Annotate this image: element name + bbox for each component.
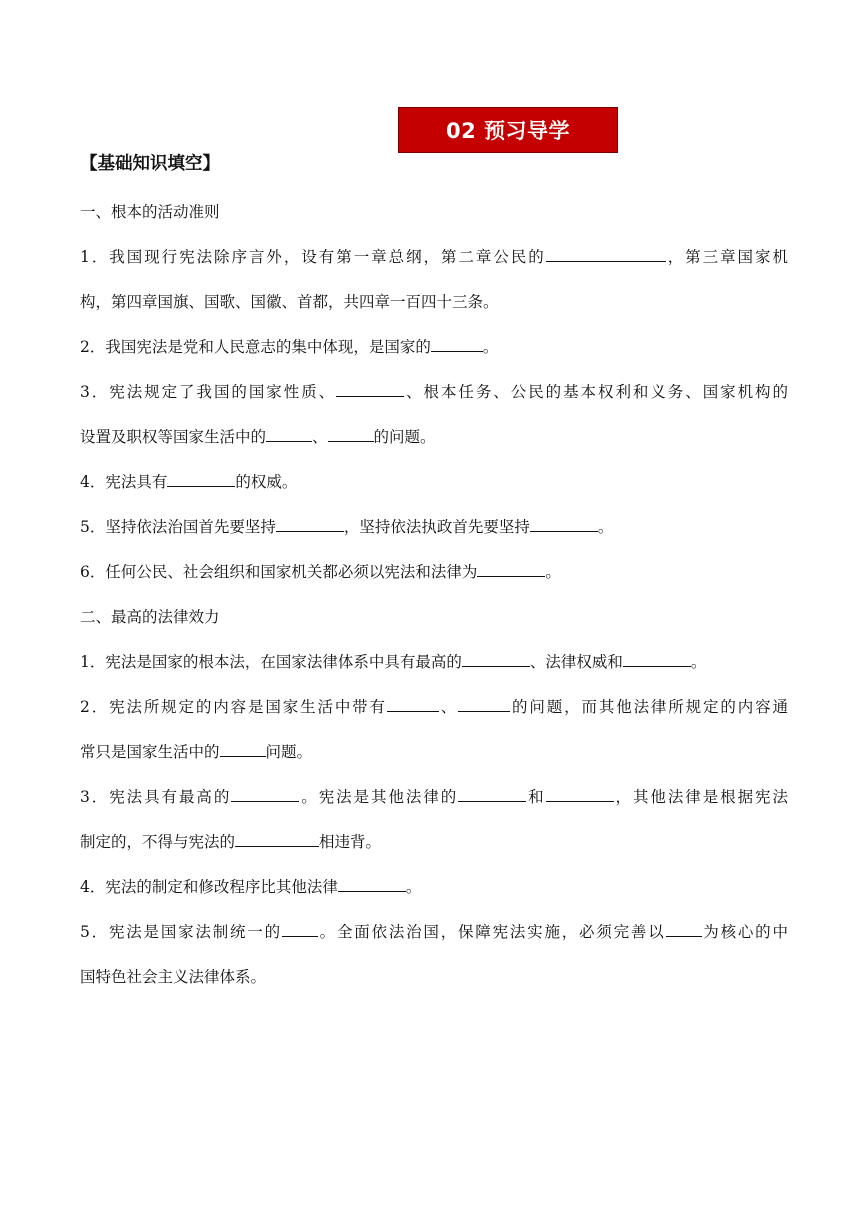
question-2-2: 2．宪法所规定的内容是国家生活中带有 、 的问题，而其他法律所规定的内容通 <box>80 698 788 716</box>
question-2-1: 1．宪法是国家的根本法，在国家法律体系中具有最高的 、法律权威和 。 <box>80 653 707 671</box>
page-heading: 【基础知识填空】 <box>80 154 220 174</box>
question-2-3-cont: 制定的，不得与宪法的 相违背。 <box>80 833 382 851</box>
blank[interactable] <box>338 876 406 892</box>
section-banner <box>398 107 618 153</box>
blank[interactable] <box>431 336 483 352</box>
question-1-6: 6．任何公民、社会组织和国家机关都必须以宪法和法律为 。 <box>80 563 561 581</box>
blank[interactable] <box>220 741 266 757</box>
blank[interactable] <box>666 921 702 937</box>
blank[interactable] <box>477 561 545 577</box>
question-2-4: 4．宪法的制定和修改程序比其他法律 。 <box>80 878 422 896</box>
blank[interactable] <box>167 471 235 487</box>
blank[interactable] <box>266 426 312 442</box>
blank[interactable] <box>530 516 598 532</box>
question-2-5-cont: 国特色社会主义法律体系。 <box>80 968 267 986</box>
question-2-3: 3．宪法具有最高的 。宪法是其他法律的 和 ，其他法律是根据宪法 <box>80 788 788 806</box>
blank[interactable] <box>231 786 299 802</box>
question-2-2-cont: 常只是国家生活中的 问题。 <box>80 743 313 761</box>
blank[interactable] <box>458 786 526 802</box>
question-1-4: 4．宪法具有 的权威。 <box>80 473 298 491</box>
question-1-2: 2．我国宪法是党和人民意志的集中体现，是国家的 。 <box>80 338 499 356</box>
section-title-2: 二、最高的法律效力 <box>80 608 220 626</box>
blank[interactable] <box>235 831 319 847</box>
question-1-5: 5．坚持依法治国首先要坚持 ，坚持依法执政首先要坚持 。 <box>80 518 614 536</box>
banner-title: 02 预习导学 <box>445 119 571 143</box>
blank[interactable] <box>282 921 318 937</box>
blank[interactable] <box>387 696 439 712</box>
question-1-3-cont: 设置及职权等国家生活中的 、 的问题。 <box>80 428 436 446</box>
blank[interactable] <box>328 426 374 442</box>
blank[interactable] <box>546 786 614 802</box>
section-title-1: 一、根本的活动准则 <box>80 203 220 221</box>
blank[interactable] <box>623 651 691 667</box>
blank[interactable] <box>276 516 344 532</box>
blank[interactable] <box>462 651 530 667</box>
blank[interactable] <box>458 696 510 712</box>
question-1-1-cont: 构，第四章国旗、国歌、国徽、首都，共四章一百四十三条。 <box>80 293 499 311</box>
blank[interactable] <box>336 381 404 397</box>
blank[interactable] <box>546 246 666 262</box>
question-1-1: 1．我国现行宪法除序言外，设有第一章总纲，第二章公民的 ，第三章国家机 <box>80 248 788 266</box>
question-2-5: 5．宪法是国家法制统一的 。全面依法治国，保障宪法实施，必须完善以 为核心的中 <box>80 923 788 941</box>
question-1-3: 3．宪法规定了我国的国家性质、 、根本任务、公民的基本权利和义务、国家机构的 <box>80 383 788 401</box>
